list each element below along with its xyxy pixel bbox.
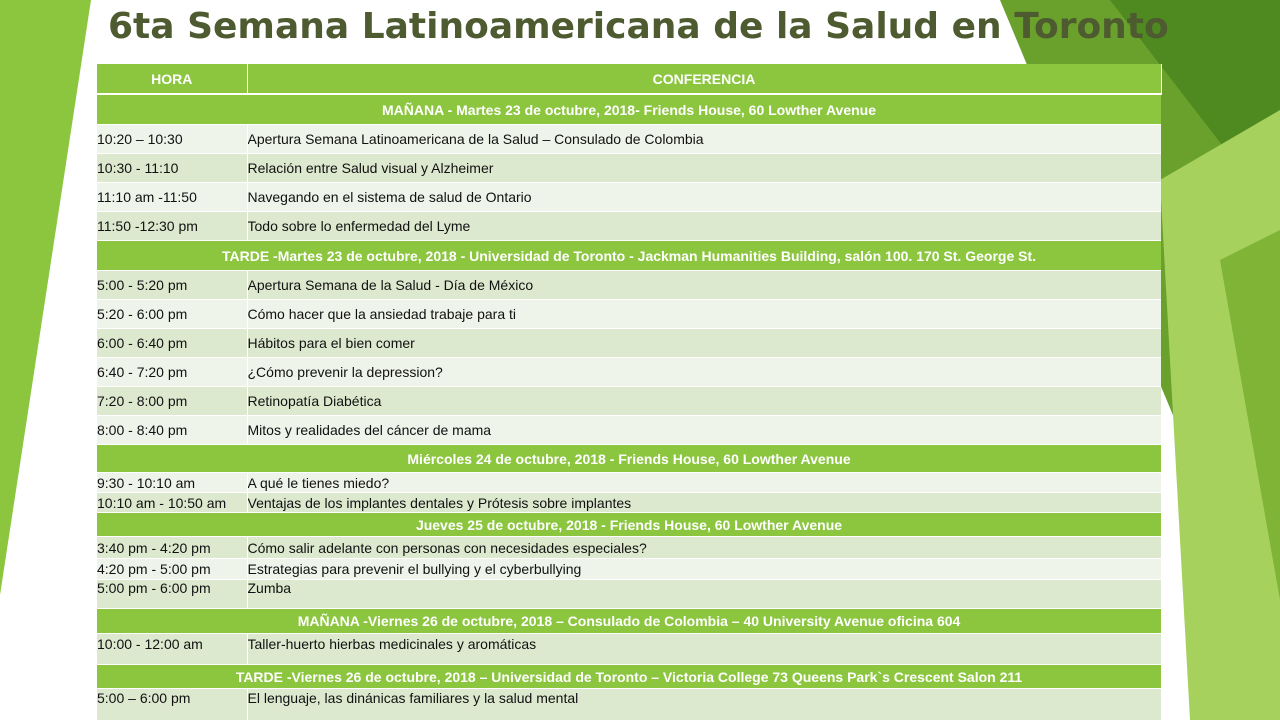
talk-cell: El lenguaje, las dinánicas familiares y la salud mental <box>247 689 1161 721</box>
talk-cell: Mitos y realidades del cáncer de mama <box>247 416 1161 445</box>
talk-cell: Hábitos para el bien comer <box>247 329 1161 358</box>
section-title: MAÑANA - Martes 23 de octubre, 2018- Friends House, 60 Lowther Avenue <box>97 94 1161 125</box>
section-title: TARDE -Martes 23 de octubre, 2018 - Universidad de Toronto - Jackman Humanities Building, salón 100. 170 St. George St. <box>97 241 1161 271</box>
table-row <box>97 580 1161 609</box>
section-header <box>97 665 1161 689</box>
time-cell: 9:30 - 10:10 am <box>97 473 247 493</box>
talk-cell: Ventajas de los implantes dentales y Prótesis sobre implantes <box>247 493 1161 513</box>
section-title: TARDE -Viernes 26 de octubre, 2018 – Universidad de Toronto – Victoria College 73 Queens Park`s Crescent Salon 211 <box>97 665 1161 689</box>
time-cell: 10:30 - 11:10 <box>97 154 247 183</box>
talk-cell: Todo sobre lo enfermedad del Lyme <box>247 212 1161 241</box>
section-header <box>97 241 1161 271</box>
time-cell: 10:10 am - 10:50 am <box>97 493 247 513</box>
talk-cell: Cómo hacer que la ansiedad trabaje para ti <box>247 300 1161 329</box>
time-cell: 6:00 - 6:40 pm <box>97 329 247 358</box>
section-header <box>97 445 1161 473</box>
time-cell: 11:50 -12:30 pm <box>97 212 247 241</box>
time-cell: 11:10 am -11:50 <box>97 183 247 212</box>
time-cell: 4:20 pm - 5:00 pm <box>97 559 247 580</box>
time-cell: 7:20 - 8:00 pm <box>97 387 247 416</box>
section-header <box>97 94 1161 125</box>
table-row <box>97 271 1161 300</box>
time-cell: 5:20 - 6:00 pm <box>97 300 247 329</box>
table-row <box>97 358 1161 387</box>
talk-cell: Relación entre Salud visual y Alzheimer <box>247 154 1161 183</box>
time-cell: 5:00 – 6:00 pm <box>97 689 247 721</box>
header-conferencia: CONFERENCIA <box>247 64 1161 94</box>
table-row <box>97 212 1161 241</box>
talk-cell: Taller-huerto hierbas medicinales y aromáticas <box>247 634 1161 665</box>
table-row <box>97 537 1161 559</box>
talk-cell: Cómo salir adelante con personas con necesidades especiales? <box>247 537 1161 559</box>
talk-cell: ¿Cómo prevenir la depression? <box>247 358 1161 387</box>
time-cell: 8:00 - 8:40 pm <box>97 416 247 445</box>
table-header-row <box>97 64 1161 94</box>
table-row <box>97 473 1161 493</box>
table-row <box>97 329 1161 358</box>
table-row <box>97 300 1161 329</box>
talk-cell: Apertura Semana Latinoamericana de la Salud – Consulado de Colombia <box>247 125 1161 154</box>
talk-cell: Apertura Semana de la Salud - Día de México <box>247 271 1161 300</box>
section-title: Jueves 25 de octubre, 2018 - Friends House, 60 Lowther Avenue <box>97 513 1161 537</box>
section-title: MAÑANA -Viernes 26 de octubre, 2018 – Consulado de Colombia – 40 University Avenue oficina 604 <box>97 609 1161 634</box>
table-row <box>97 416 1161 445</box>
time-cell: 10:20 – 10:30 <box>97 125 247 154</box>
time-cell: 3:40 pm - 4:20 pm <box>97 537 247 559</box>
time-cell: 10:00 - 12:00 am <box>97 634 247 665</box>
table-row <box>97 387 1161 416</box>
time-cell: 5:00 pm - 6:00 pm <box>97 580 247 609</box>
talk-cell: Zumba <box>247 580 1161 609</box>
section-title: Miércoles 24 de octubre, 2018 - Friends House, 60 Lowther Avenue <box>97 445 1161 473</box>
talk-cell: Navegando en el sistema de salud de Ontario <box>247 183 1161 212</box>
talk-cell: Estrategias para prevenir el bullying y el cyberbullying <box>247 559 1161 580</box>
table-row <box>97 689 1161 721</box>
schedule-table <box>97 64 1162 721</box>
table-row <box>97 154 1161 183</box>
header-hora: HORA <box>97 64 247 94</box>
page-title: 6ta Semana Latinoamericana de la Salud en Toronto <box>108 6 1169 47</box>
time-cell: 6:40 - 7:20 pm <box>97 358 247 387</box>
section-header <box>97 513 1161 537</box>
talk-cell: Retinopatía Diabética <box>247 387 1161 416</box>
table-row <box>97 493 1161 513</box>
left-green-triangle <box>0 0 91 595</box>
time-cell: 5:00 - 5:20 pm <box>97 271 247 300</box>
section-header <box>97 609 1161 634</box>
table-row <box>97 183 1161 212</box>
talk-cell: A qué le tienes miedo? <box>247 473 1161 493</box>
table-row <box>97 125 1161 154</box>
table-row <box>97 559 1161 580</box>
table-row <box>97 634 1161 665</box>
